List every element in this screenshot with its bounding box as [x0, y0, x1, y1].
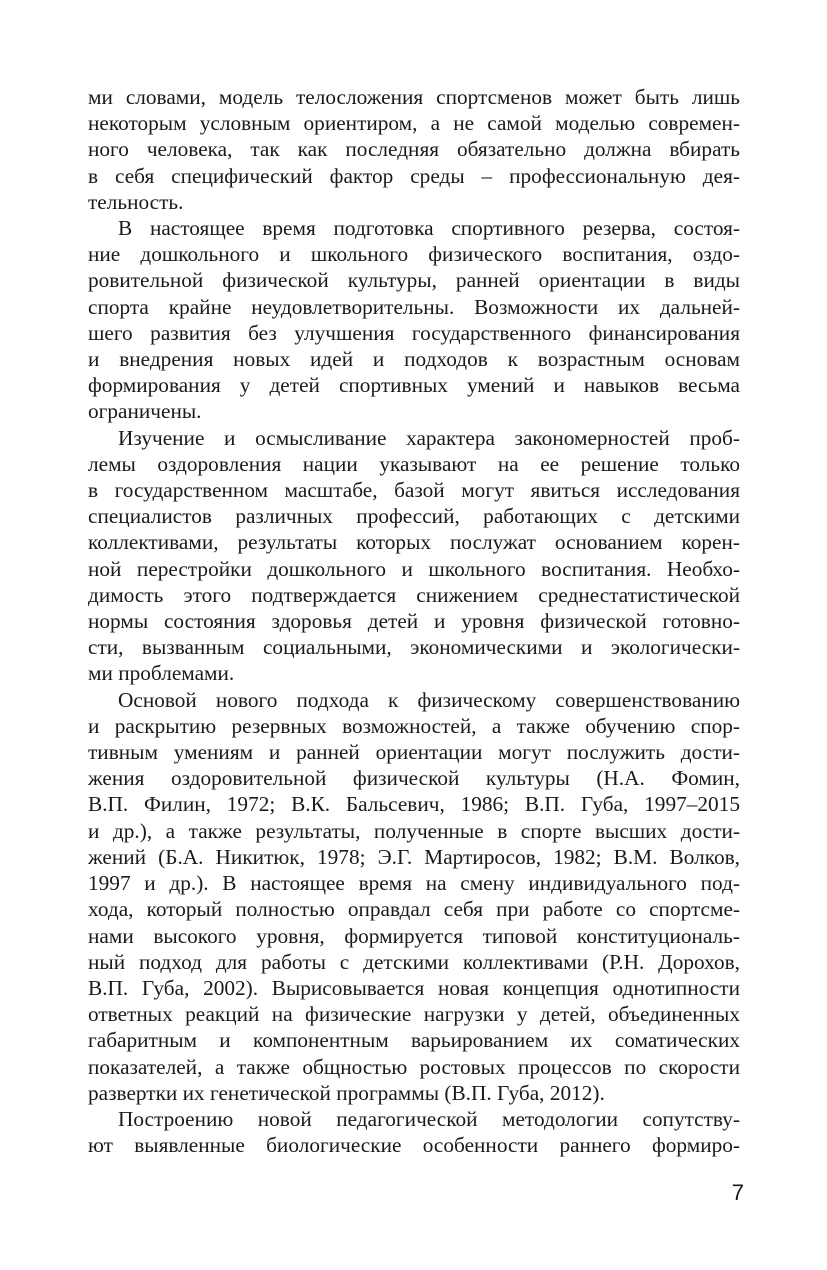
body-text [88, 84, 740, 1158]
text-line: некоторым условным ориентиром, а не самой моделью современ- [88, 111, 740, 136]
text-line: ровительной физической культуры, ранней ориентации в виды [88, 268, 740, 293]
text-line: жений (Б.А. Никитюк, 1978; Э.Г. Мартиросов, 1982; В.М. Волков, [88, 844, 740, 869]
text-line: тивным умениям и ранней ориентации могут послужить дости- [88, 740, 740, 765]
text-line: ограничены. [88, 399, 202, 424]
text-line: ют выявленные биологические особенности раннего формиро- [88, 1133, 740, 1158]
text-line: ние дошкольного и школьного физического воспитания, оздо- [88, 242, 740, 267]
text-line: и внедрения новых идей и подходов к возрастным основам [88, 347, 740, 372]
text-line: В.П. Филин, 1972; В.К. Бальсевич, 1986; В.П. Губа, 1997–2015 [88, 792, 740, 817]
text-line: в себя специфический фактор среды – профессиональную дея- [88, 163, 740, 188]
paragraph [88, 84, 740, 215]
text-line: в государственном масштабе, базой могут явиться исследования [88, 478, 740, 503]
text-line: формирования у детей спортивных умений и навыков весьма [88, 373, 740, 398]
text-line: В.П. Губа, 2002). Вырисовывается новая концепция однотипности [88, 975, 740, 1000]
text-line: и раскрытию резервных возможностей, а также обучению спор- [88, 713, 740, 738]
text-line: 1997 и др.). В настоящее время на смену индивидуального под- [88, 871, 740, 896]
paragraph [88, 1106, 740, 1158]
text-line: спорта крайне неудовлетворительны. Возможности их дальней- [88, 294, 740, 319]
paragraph [88, 425, 740, 687]
text-line: ной перестройки дошкольного и школьного воспитания. Необхо- [88, 556, 740, 581]
paragraph [88, 215, 740, 425]
text-line: и др.), а также результаты, полученные в спорте высших дости- [88, 818, 740, 843]
text-line: коллективами, результаты которых послужат основанием корен- [88, 530, 740, 555]
text-line: лемы оздоровления нации указывают на ее решение только [88, 451, 740, 476]
text-line: ми словами, модель телосложения спортсменов может быть лишь [88, 85, 740, 109]
page-number: 7 [731, 1180, 744, 1205]
text-line: ми проблемами. [88, 661, 235, 686]
text-line: шего развития без улучшения государственного финансирования [88, 320, 740, 345]
text-line: хода, который полностью оправдал себя при работе со спортсме- [88, 897, 740, 922]
text-line: ответных реакций на физические нагрузки у детей, объединенных [88, 1002, 740, 1027]
text-line: показателей, а также общностью ростовых процессов по скорости [88, 1054, 740, 1079]
text-line: габаритным и компонентным варьированием их соматических [88, 1028, 740, 1053]
text-line: димость этого подтверждается снижением среднестатистической [88, 582, 740, 607]
text-line: В настоящее время подготовка спортивного резерва, состоя- [118, 216, 740, 241]
text-line: тельность. [88, 189, 184, 214]
text-line: нами высокого уровня, формируется типовой конституциональ- [88, 923, 740, 948]
text-line: Основой нового подхода к физическому совершенствованию [118, 687, 740, 712]
text-line: жения оздоровительной физической культуры (Н.А. Фомин, [88, 766, 740, 791]
text-line: ный подход для работы с детскими коллективами (Р.Н. Дорохов, [88, 949, 740, 974]
paragraph [88, 687, 740, 1106]
text-line: нормы состояния здоровья детей и уровня физической готовно- [88, 609, 740, 634]
text-line: Построению новой педагогической методологии сопутству- [118, 1106, 740, 1131]
text-line: развертки их генетической программы (В.П. Губа, 2012). [88, 1080, 605, 1105]
text-line: ного человека, так как последняя обязательно должна вбирать [88, 137, 740, 162]
text-line: сти, вызванным социальными, экономическими и экологически- [88, 635, 740, 660]
text-line: специалистов различных профессий, работающих с детскими [88, 504, 740, 529]
text-line: Изучение и осмысливание характера закономерностей проб- [118, 425, 740, 450]
